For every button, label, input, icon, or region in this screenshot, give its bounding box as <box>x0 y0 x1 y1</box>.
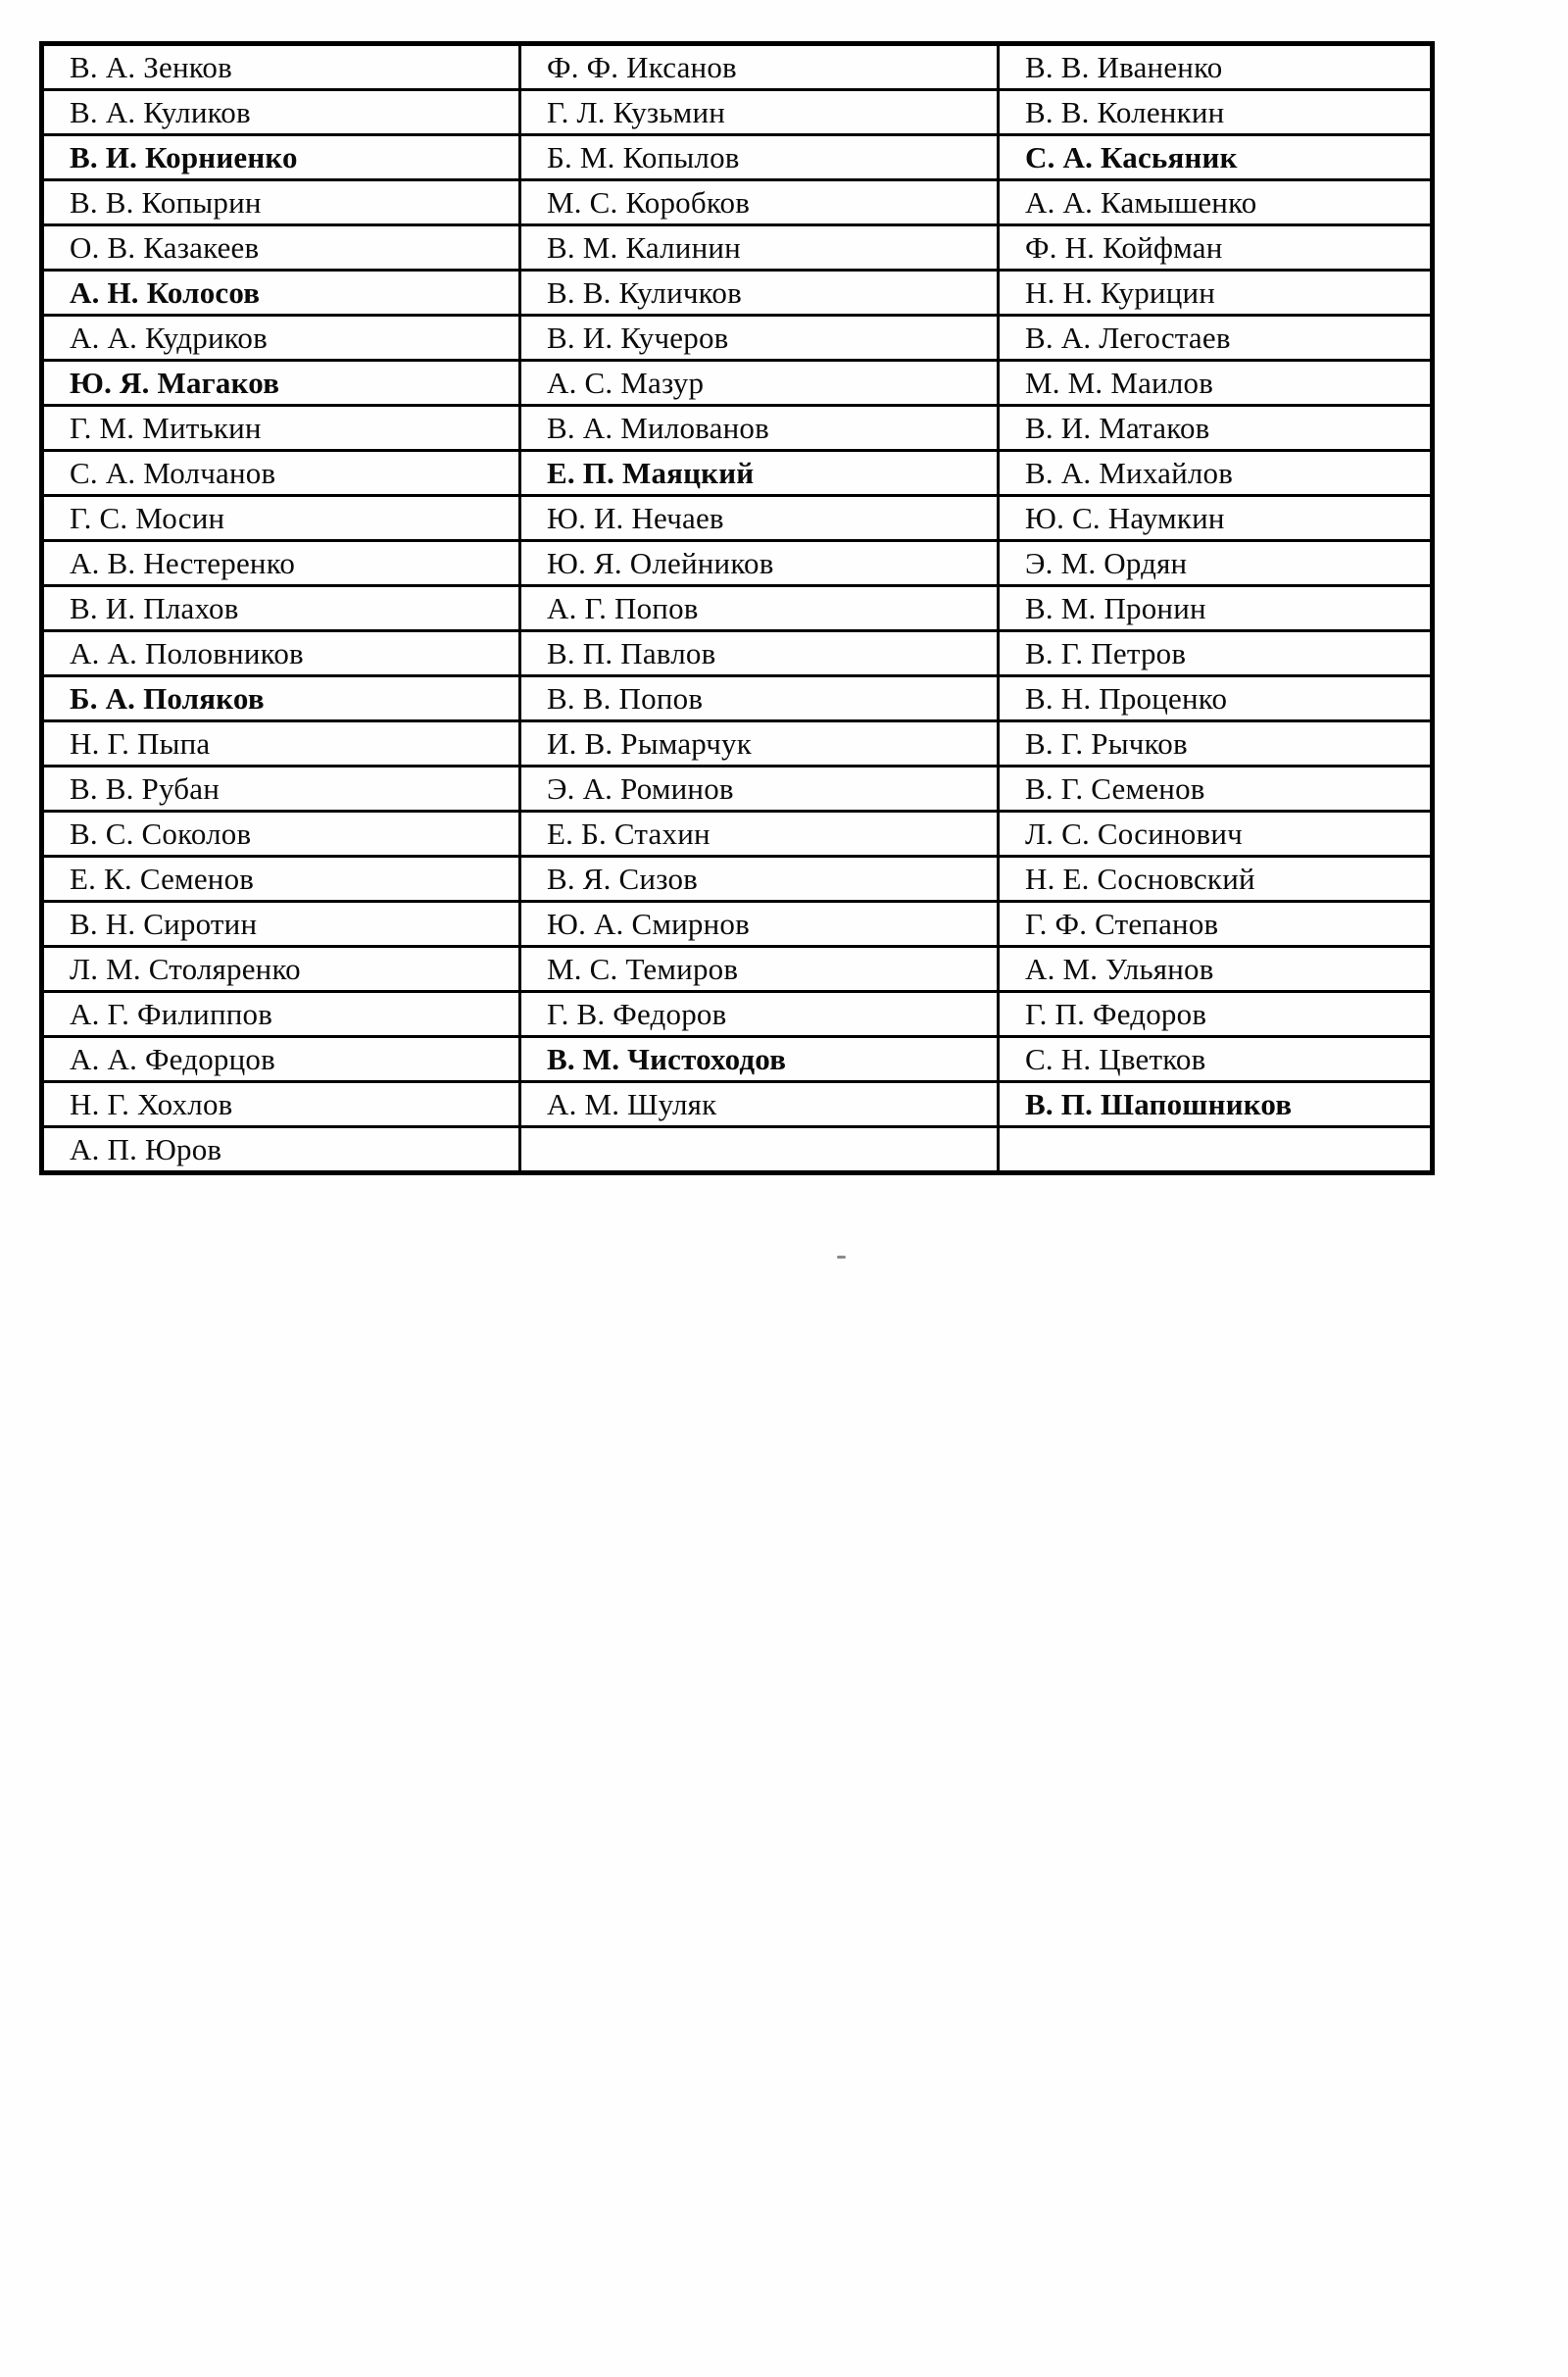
name-cell: В. И. Кучеров <box>520 316 999 361</box>
table-row <box>42 361 1433 406</box>
name-cell: В. В. Копырин <box>42 180 520 225</box>
name-cell: Э. М. Ордян <box>999 541 1433 586</box>
name-cell: В. А. Милованов <box>520 406 999 451</box>
name-cell: Ф. Ф. Иксанов <box>520 44 999 90</box>
name-cell: В. И. Корниенко <box>42 135 520 180</box>
name-cell: А. А. Федорцов <box>42 1037 520 1082</box>
name-cell: В. Н. Проценко <box>999 676 1433 721</box>
name-cell: Н. Г. Пыпа <box>42 721 520 767</box>
name-cell: В. П. Павлов <box>520 631 999 676</box>
name-cell: М. С. Темиров <box>520 947 999 992</box>
name-cell: Ю. А. Смирнов <box>520 902 999 947</box>
name-cell: А. А. Кудриков <box>42 316 520 361</box>
name-cell: Л. С. Сосинович <box>999 812 1433 857</box>
scan-speck-artifact <box>837 1256 846 1259</box>
name-cell: В. В. Иваненко <box>999 44 1433 90</box>
name-cell: В. Г. Семенов <box>999 767 1433 812</box>
name-cell: В. А. Легостаев <box>999 316 1433 361</box>
table-row <box>42 406 1433 451</box>
name-cell: Б. М. Копылов <box>520 135 999 180</box>
name-cell: А. А. Половников <box>42 631 520 676</box>
table-row <box>42 90 1433 135</box>
name-cell: Ю. И. Нечаев <box>520 496 999 541</box>
table-row <box>42 271 1433 316</box>
name-cell: В. В. Рубан <box>42 767 520 812</box>
table-row <box>42 992 1433 1037</box>
name-cell: В. А. Зенков <box>42 44 520 90</box>
name-cell: В. Я. Сизов <box>520 857 999 902</box>
name-cell: В. Н. Сиротин <box>42 902 520 947</box>
name-cell: Н. Н. Курицин <box>999 271 1433 316</box>
name-cell: В. М. Пронин <box>999 586 1433 631</box>
table-row <box>42 1127 1433 1173</box>
name-cell: Н. Е. Сосновский <box>999 857 1433 902</box>
name-cell: О. В. Казакеев <box>42 225 520 271</box>
name-cell: С. А. Молчанов <box>42 451 520 496</box>
name-cell: Г. П. Федоров <box>999 992 1433 1037</box>
name-cell: В. М. Калинин <box>520 225 999 271</box>
table-row <box>42 902 1433 947</box>
name-cell: В. А. Михайлов <box>999 451 1433 496</box>
name-cell: А. П. Юров <box>42 1127 520 1173</box>
name-cell <box>999 1127 1433 1173</box>
table-row <box>42 496 1433 541</box>
table-row <box>42 225 1433 271</box>
table-row <box>42 135 1433 180</box>
name-cell <box>520 1127 999 1173</box>
table-row <box>42 721 1433 767</box>
name-cell: Э. А. Роминов <box>520 767 999 812</box>
name-cell: А. С. Мазур <box>520 361 999 406</box>
name-cell: А. Г. Попов <box>520 586 999 631</box>
name-cell: А. М. Шуляк <box>520 1082 999 1127</box>
name-cell: Г. В. Федоров <box>520 992 999 1037</box>
name-cell: В. П. Шапошников <box>999 1082 1433 1127</box>
table-row <box>42 451 1433 496</box>
name-cell: Е. Б. Стахин <box>520 812 999 857</box>
table-row <box>42 1082 1433 1127</box>
name-cell: А. Н. Колосов <box>42 271 520 316</box>
name-cell: Б. А. Поляков <box>42 676 520 721</box>
name-cell: С. Н. Цветков <box>999 1037 1433 1082</box>
name-cell: В. Г. Рычков <box>999 721 1433 767</box>
table-row <box>42 44 1433 90</box>
name-cell: Ю. Я. Олейников <box>520 541 999 586</box>
name-cell: В. Г. Петров <box>999 631 1433 676</box>
table-row <box>42 631 1433 676</box>
name-cell: А. М. Ульянов <box>999 947 1433 992</box>
names-table <box>39 41 1435 1175</box>
name-cell: Ф. Н. Койфман <box>999 225 1433 271</box>
name-cell: М. М. Маилов <box>999 361 1433 406</box>
table-row <box>42 1037 1433 1082</box>
name-cell: Н. Г. Хохлов <box>42 1082 520 1127</box>
name-cell: Е. К. Семенов <box>42 857 520 902</box>
name-cell: В. С. Соколов <box>42 812 520 857</box>
name-cell: Г. Л. Кузьмин <box>520 90 999 135</box>
name-cell: Г. Ф. Степанов <box>999 902 1433 947</box>
name-cell: В. В. Попов <box>520 676 999 721</box>
name-cell: Ю. С. Наумкин <box>999 496 1433 541</box>
name-cell: Ю. Я. Магаков <box>42 361 520 406</box>
name-cell: А. Г. Филиппов <box>42 992 520 1037</box>
name-cell: С. А. Касьяник <box>999 135 1433 180</box>
name-cell: Г. М. Митькин <box>42 406 520 451</box>
name-cell: В. А. Куликов <box>42 90 520 135</box>
name-cell: И. В. Рымарчук <box>520 721 999 767</box>
name-cell: Л. М. Столяренко <box>42 947 520 992</box>
name-cell: В. И. Матаков <box>999 406 1433 451</box>
table-row <box>42 812 1433 857</box>
table-row <box>42 857 1433 902</box>
name-cell: Е. П. Маяцкий <box>520 451 999 496</box>
table-row <box>42 586 1433 631</box>
names-table-body <box>42 44 1433 1173</box>
name-cell: А. А. Камышенко <box>999 180 1433 225</box>
table-row <box>42 767 1433 812</box>
name-cell: А. В. Нестеренко <box>42 541 520 586</box>
name-cell: В. В. Куличков <box>520 271 999 316</box>
table-row <box>42 541 1433 586</box>
table-row <box>42 947 1433 992</box>
table-row <box>42 316 1433 361</box>
name-cell: М. С. Коробков <box>520 180 999 225</box>
name-cell: В. М. Чистоходов <box>520 1037 999 1082</box>
name-cell: В. И. Плахов <box>42 586 520 631</box>
name-cell: Г. С. Мосин <box>42 496 520 541</box>
table-row <box>42 676 1433 721</box>
name-cell: В. В. Коленкин <box>999 90 1433 135</box>
table-row <box>42 180 1433 225</box>
